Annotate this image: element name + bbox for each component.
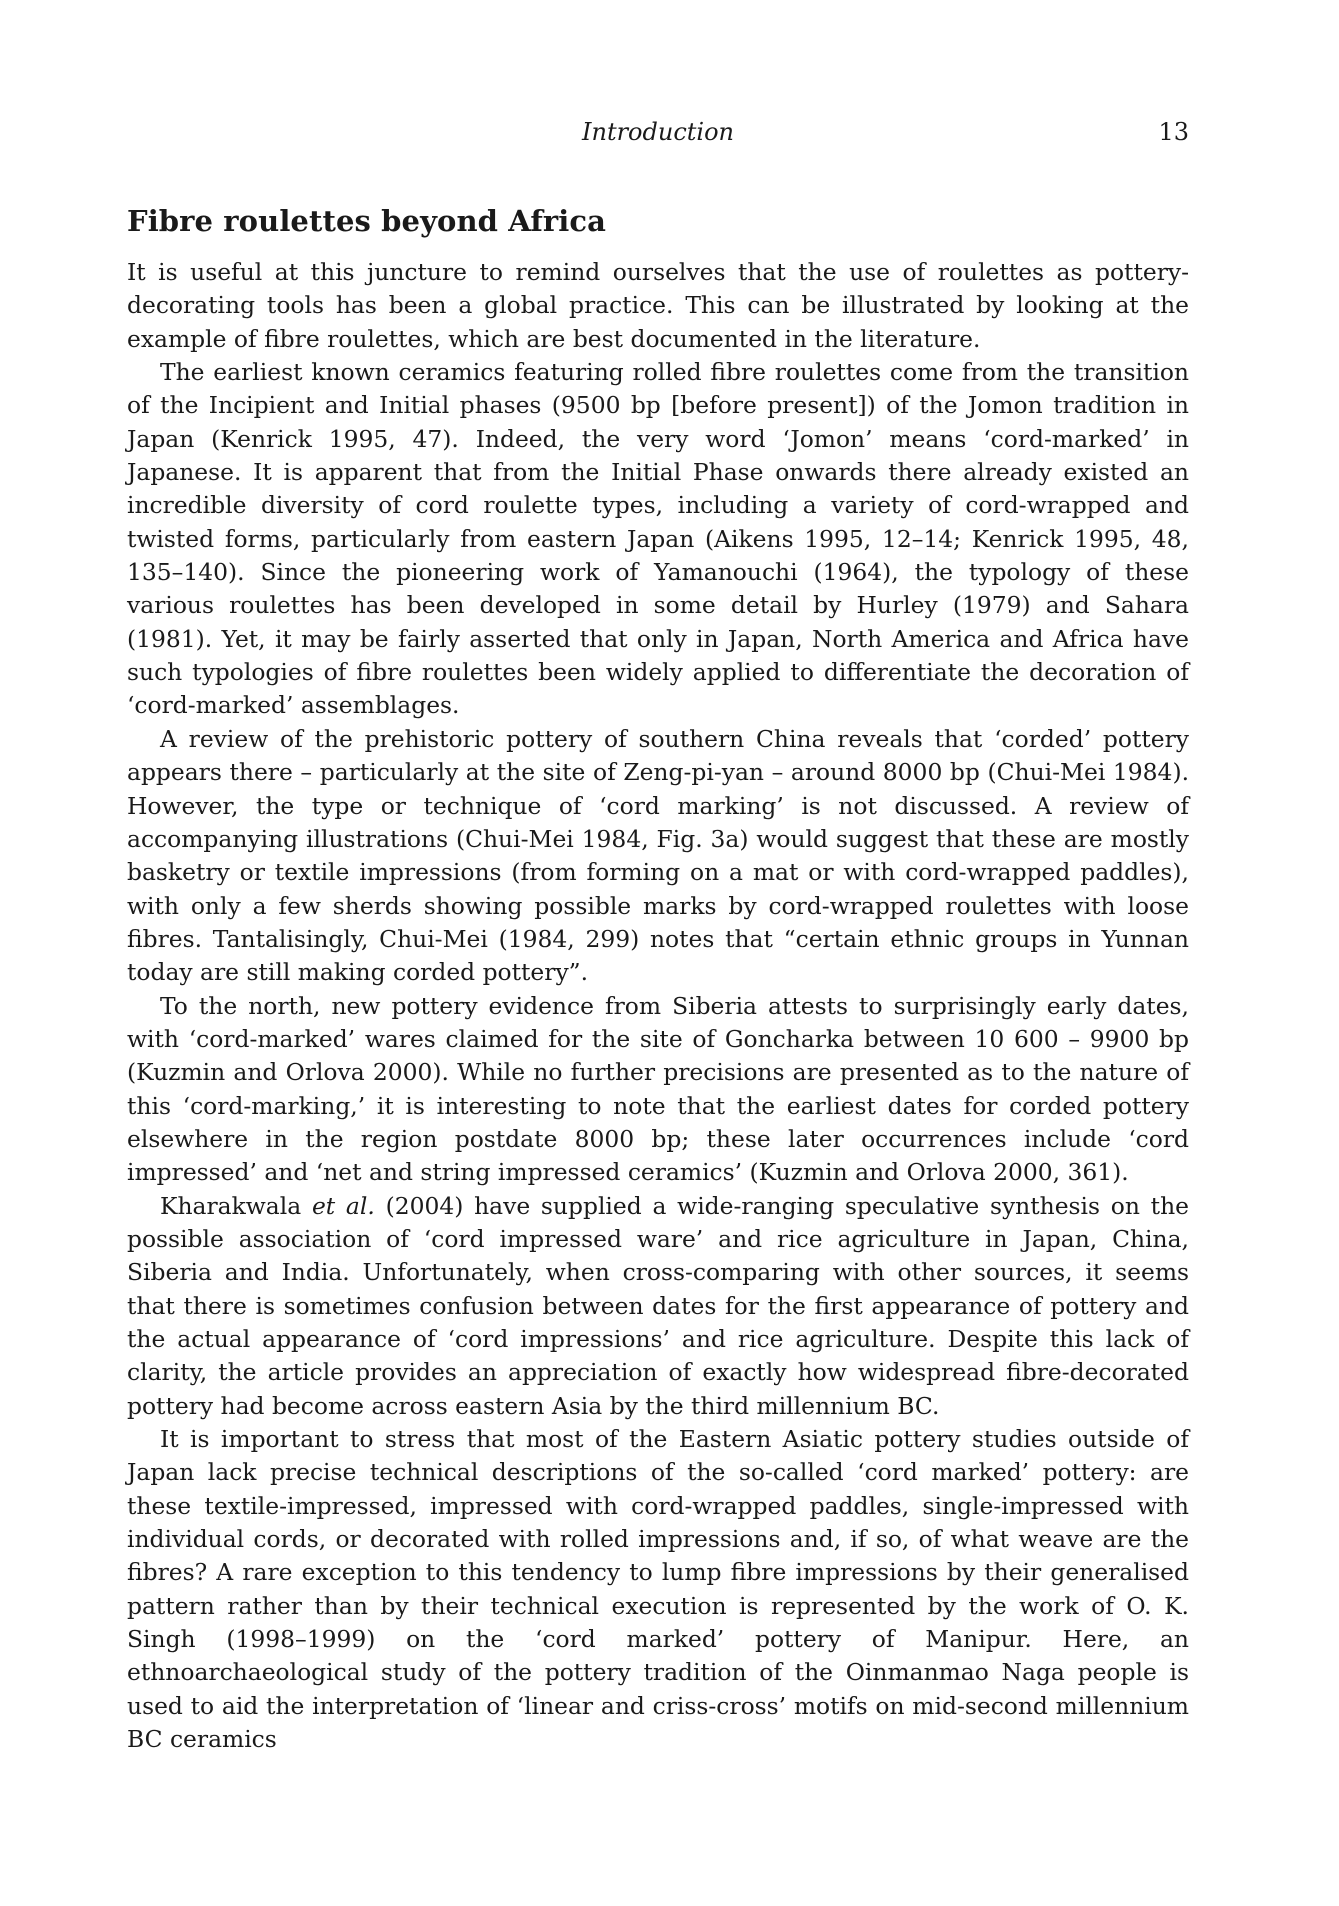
body-text: [127, 256, 1189, 1756]
paragraph-5-italic: et al.: [311, 1191, 375, 1220]
paragraph-5-rest: (2004) have supplied a wide-ranging speculative synthesis on the possible association of ‘cord impressed ware’ and rice agriculture in Japan, China, Siberia and India. Unfortunately, when cross-comparing with other sources, it seems that there is sometimes confusion between dates for the first appearance of pottery and the actual appearance of ‘cord impressions’ and rice agriculture. Despite this lack of clarity, the article provides an appreciation of exactly how widespread fibre-decorated pottery had become across eastern Asia by the third millennium BC.: [127, 1191, 1189, 1420]
running-head: [127, 118, 1189, 154]
paragraph-3: A review of the prehistoric pottery of southern China reveals that ‘corded’ pottery appears there – particularly at the site of Zeng-pi-yan – around 8000 bp (Chui-Mei 1984). However, the type or technique of ‘cord marking’ is not discussed. A review of accompanying illustrations (Chui-Mei 1984, Fig. 3a) would suggest that these are mostly basketry or textile impressions (from forming on a mat or with cord-wrapped paddles), with only a few sherds showing possible marks by cord-wrapped roulettes with loose fibres. Tantalisingly, Chui-Mei (1984, 299) notes that “certain ethnic groups in Yunnan today are still making corded pottery”.: [127, 724, 1189, 987]
paragraph-5-lead: Kharakwala: [160, 1191, 312, 1220]
paragraph-4: To the north, new pottery evidence from Siberia attests to surprisingly early dates, with ‘cord-marked’ wares claimed for the site of Goncharka between 10 600 – 9900 bp (Kuzmin and Orlova 2000). While no further precisions are presented as to the nature of this ‘cord-marking,’ it is interesting to note that the earliest dates for corded pottery elsewhere in the region postdate 8000 bp; these later occurrences include ‘cord impressed’ and ‘net and string impressed ceramics’ (Kuzmin and Orlova 2000, 361).: [127, 991, 1189, 1187]
page-number: 13: [1158, 118, 1189, 146]
paragraph-1: It is useful at this juncture to remind ourselves that the use of roulettes as pottery-decorating tools has been a global practice. This can be illustrated by looking at the example of fibre roulettes, which are best documented in the literature.: [127, 258, 1189, 353]
paragraph-6: It is important to stress that most of the Eastern Asiatic pottery studies outside of Japan lack precise technical descriptions of the so-called ‘cord marked’ pottery: are these textile-impressed, impressed with cord-wrapped paddles, single-impressed with individual cords, or decorated with rolled impressions and, if so, of what weave are the fibres? A rare exception to this tendency to lump fibre impressions by their generalised pattern rather than by their technical execution is represented by the work of O. K. Singh (1998–1999) on the ‘cord marked’ pottery of Manipur. Here, an ethnoarchaeological study of the pottery tradition of the Oinmanmao Naga people is used to aid the interpretation of ‘linear and criss-cross’ motifs on mid-second millennium BC ceramics: [127, 1425, 1189, 1754]
book-page: [127, 0, 1189, 1906]
paragraph-2: The earliest known ceramics featuring rolled fibre roulettes come from the transition of the Incipient and Initial phases (9500 bp [before present]) of the Jomon tradition in Japan (Kenrick 1995, 47). Indeed, the very word ‘Jomon’ means ‘cord-marked’ in Japanese. It is apparent that from the Initial Phase onwards there already existed an incredible diversity of cord roulette types, including a variety of cord-wrapped and twisted forms, particularly from eastern Japan (Aikens 1995, 12–14; Kenrick 1995, 48, 135–140). Since the pioneering work of Yamanouchi (1964), the typology of these various roulettes has been developed in some detail by Hurley (1979) and Sahara (1981). Yet, it may be fairly asserted that only in Japan, North America and Africa have such typologies of fibre roulettes been widely applied to differentiate the decoration of ‘cord-marked’ assemblages.: [127, 358, 1189, 720]
paragraph-5: [127, 1190, 1189, 1423]
section-heading: Fibre roulettes beyond Africa: [127, 204, 607, 238]
running-title: Introduction: [582, 118, 734, 146]
